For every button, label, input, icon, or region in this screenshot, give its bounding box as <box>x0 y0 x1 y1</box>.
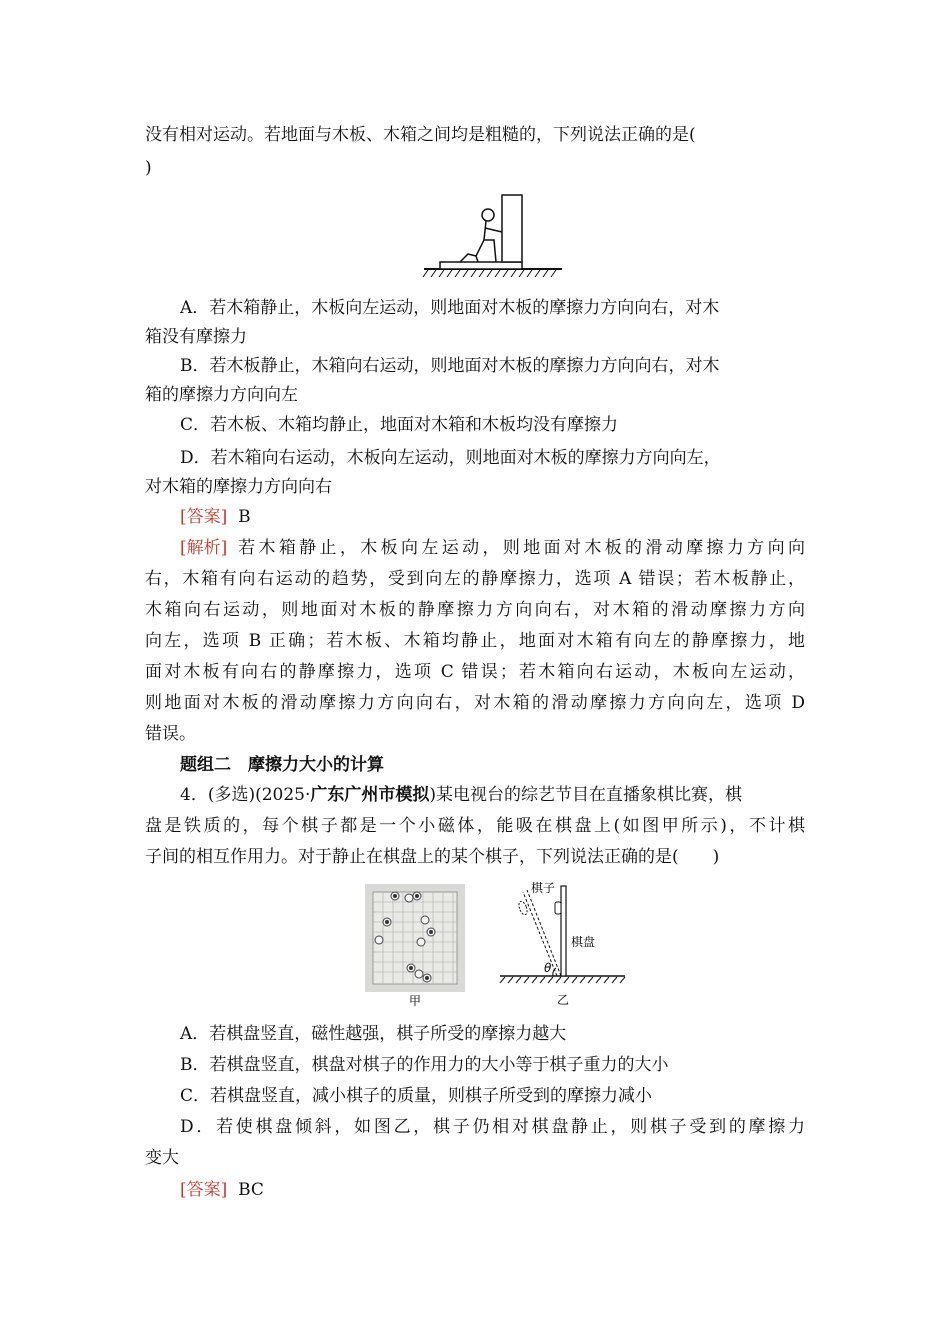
q3-analysis-line7: 错误。 <box>145 724 196 744</box>
q3-option-d-line2: 对木箱的摩擦力方向向右 <box>145 477 332 497</box>
q4-option-d-line1 <box>180 1114 805 1140</box>
q3-option-a-text1: A．若木箱静止，木板向左运动，则地面对木板的摩擦力方向向右，对木 <box>180 298 720 318</box>
figure-chessboard-jia <box>365 884 465 1009</box>
q4-option-b: B．若棋盘竖直，棋盘对棋子的作用力的大小等于棋子重力的大小 <box>180 1055 669 1075</box>
q3-answer-value: B <box>238 507 251 527</box>
q3-analysis-text6: 则地面对木板的滑动摩擦力方向向右，对木箱的滑动摩擦力方向向左，选项 D <box>145 693 805 713</box>
intro-text-1: 没有相对运动。若地面与木板、木箱之间均是粗糙的，下列说法正确的是( <box>145 125 696 145</box>
q4-answer-line <box>180 1177 950 1203</box>
figure-yi-qipan-label: 棋盘 <box>571 935 596 949</box>
q4-option-c: C．若棋盘竖直，减小棋子的质量，则棋子所受到的摩擦力减小 <box>180 1086 653 1106</box>
q4-option-d-text1: D．若使棋盘倾斜，如图乙，棋子仍相对棋盘静止，则棋子受到的摩擦力 <box>180 1117 805 1137</box>
q3-analysis-line3 <box>145 597 805 623</box>
q3-option-a-line2: 箱没有摩擦力 <box>145 327 247 347</box>
q3-option-c: C．若木板、木箱均静止，地面对木箱和木板均没有摩擦力 <box>180 415 619 435</box>
q3-analysis-line6 <box>145 690 805 716</box>
q3-analysis-text3: 木箱向右运动，则地面对木板的静摩擦力方向向右，对木箱的滑动摩擦力方向 <box>145 600 805 620</box>
section-title: 题组二 摩擦力大小的计算 <box>180 755 384 775</box>
q4-answer-value: BC <box>238 1180 264 1200</box>
q3-option-a-line1 <box>180 295 805 321</box>
q3-option-b-line2: 箱的摩擦力方向向左 <box>145 385 298 405</box>
q3-option-b-text1: B．若木板静止，木箱向右运动，则地面对木板的摩擦力方向向右，对木 <box>180 356 720 376</box>
q3-answer-line <box>180 504 950 530</box>
q4-source: 广东广州市模拟 <box>310 785 430 805</box>
q3-analysis-tag: [解析] <box>180 538 228 558</box>
figure-yi-theta-label: θ <box>544 961 552 975</box>
q3-analysis-text4: 向左，选项 B 正确；若木板、木箱均静止，地面对木箱有向左的静摩擦力，地 <box>145 631 805 651</box>
q3-answer-tag: [答案] <box>180 507 228 527</box>
q4-stem-line1 <box>180 782 805 808</box>
q4-number: 4．(多选)(2025· <box>180 785 311 805</box>
q4-stem-line3: 子间的相互作用力。对于静止在棋盘上的某个棋子，下列说法正确的是( ) <box>145 847 720 867</box>
figure-tilted-board-yi <box>495 880 630 1010</box>
q3-analysis-line1 <box>180 535 805 561</box>
figure-yi-qizi-label: 棋子 <box>531 881 556 895</box>
q3-option-d-text1: D．若木箱向右运动，木板向左运动，则地面对木板的摩擦力方向向左， <box>180 448 721 468</box>
figure-yi-caption: 乙 <box>556 993 570 1007</box>
figure-jia-caption: 甲 <box>408 994 422 1008</box>
q3-analysis-text1: 若木箱静止，木板向左运动，则地面对木板的滑动摩擦力方向向 <box>238 538 805 558</box>
q3-analysis-text2: 右，木箱有向右运动的趋势，受到向左的静摩擦力，选项 A 错误；若木板静止， <box>145 569 805 589</box>
q3-analysis-text5: 面对木板有向右的静摩擦力，选项 C 错误；若木箱向右运动，木板向左运动， <box>145 662 805 682</box>
intro-line-2: ) <box>145 158 152 178</box>
q4-stem-text2: 盘是铁质的，每个棋子都是一个小磁体，能吸在棋盘上(如图甲所示)，不计棋 <box>145 816 805 836</box>
q3-analysis-line5 <box>145 659 805 685</box>
q3-analysis-line2 <box>145 566 805 592</box>
q3-option-b-line1 <box>180 353 805 379</box>
q4-stem-text1: )某电视台的综艺节目在直播象棋比赛，棋 <box>429 785 743 805</box>
q4-stem-line2 <box>145 813 805 839</box>
q4-option-a: A．若棋盘竖直，磁性越强，棋子所受的摩擦力越大 <box>180 1024 567 1044</box>
q4-answer-tag: [答案] <box>180 1180 228 1200</box>
q4-option-d-line2: 变大 <box>145 1148 179 1168</box>
intro-line-1 <box>145 122 805 148</box>
figure-person-box <box>420 190 565 280</box>
q3-option-d-line1 <box>180 445 805 471</box>
q3-analysis-line4 <box>145 628 805 654</box>
